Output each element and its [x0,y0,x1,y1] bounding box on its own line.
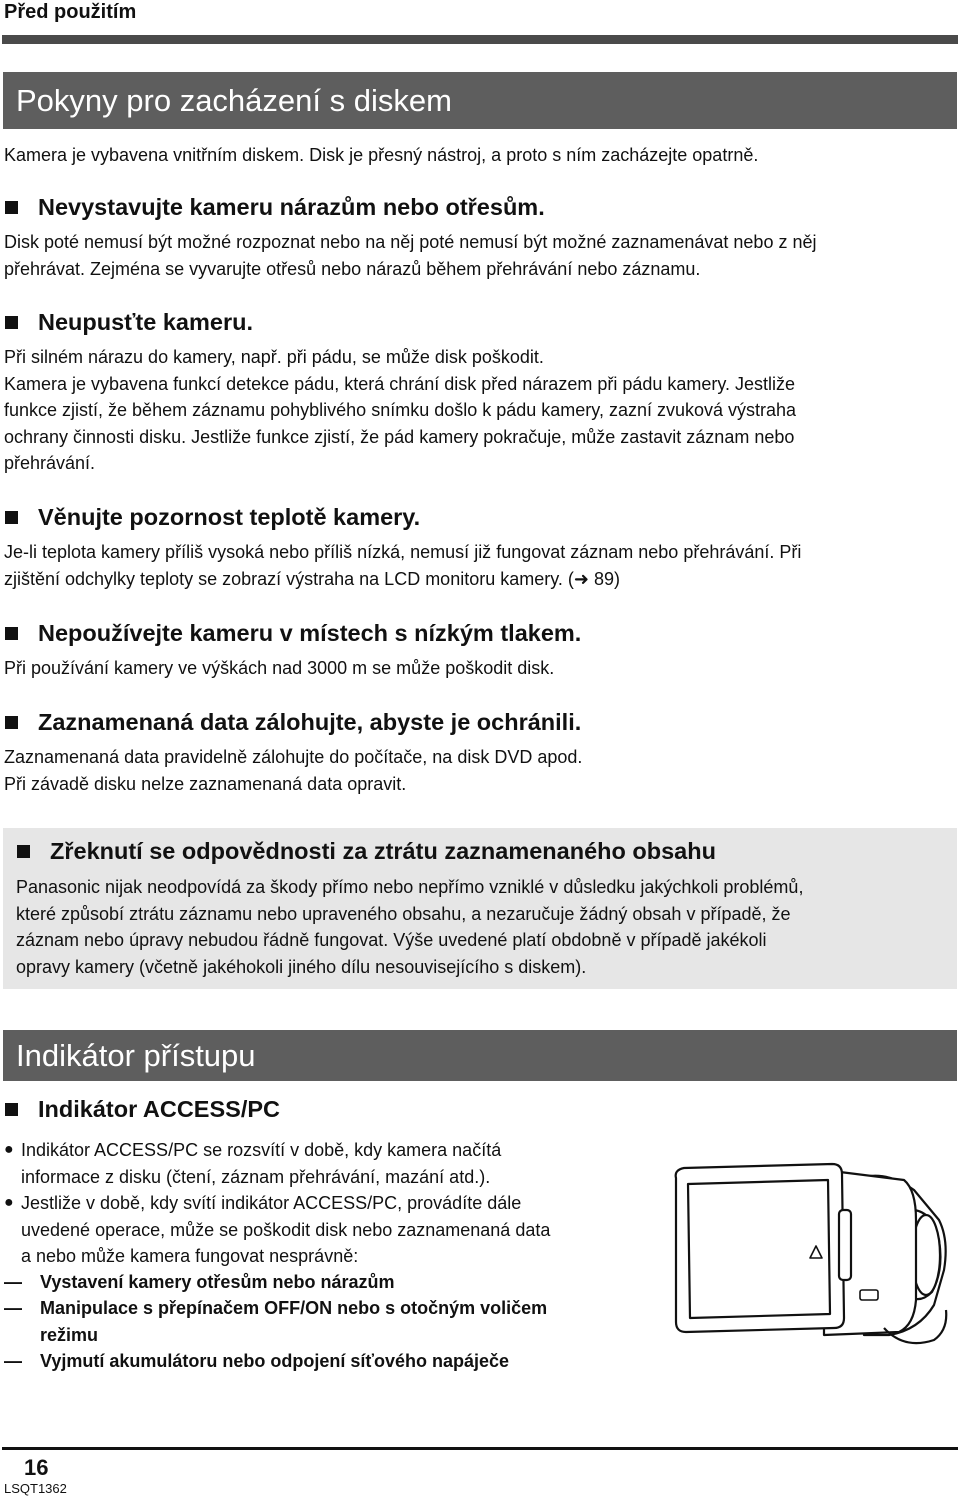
bullet-item [4,1137,654,1190]
square-bullet-icon [17,845,30,858]
dash-text: Vystavení kamery otřesům nebo nárazům [40,1272,395,1292]
line: Disk poté nemusí být možné rozpoznat nebo na něj poté nemusí být možné zaznamenávat nebo z něj [4,232,817,252]
heading-text: Indikátor ACCESS/PC [38,1096,280,1122]
line: Kamera je vybavena funkcí detekce pádu, která chrání disk před nárazem při pádu kamery. Jestliže [4,373,796,394]
paragraph [4,539,954,592]
section-title-banner [3,72,957,129]
square-bullet-icon [5,316,18,329]
line: přehrávat. Zejména se vyvarujte otřesů nebo nárazů během přehrávání nebo záznamu. [4,258,701,279]
line: Při používání kamery ve výškách nad 3000 m se může poškodit disk. [4,658,555,678]
heading-text: Zaznamenaná data zálohujte, abyste je ochránili. [38,709,582,735]
line: režimu [40,1324,99,1345]
bullet-text [21,1137,501,1190]
page-number: 16 [24,1455,49,1480]
line: Manipulace s přepínačem OFF/ON nebo s otočným voličem [40,1298,548,1318]
dash-item [4,1348,654,1375]
line: zjištění odchylky teploty se zobrazí výstraha na LCD monitoru kamery. (➜ 89) [4,568,620,589]
line: přehrávání. [4,453,96,473]
disclaimer-text [16,874,944,980]
line: informace z disku (čtení, záznam přehrávání, mazání atd.). [21,1166,491,1187]
square-bullet-icon [5,201,18,214]
line: Panasonic nijak neodpovídá za škody přímo nebo nepřímo vzniklé v důsledku jakýchkoli problémů, [16,877,804,897]
footer-divider [2,1447,958,1450]
dash-item [4,1295,654,1348]
square-bullet-icon [5,716,18,729]
item-heading [5,504,420,531]
camcorder-illustration [664,1150,956,1370]
section-title: Indikátor přístupu [16,1037,256,1073]
heading-text: Zřeknutí se odpovědnosti za ztrátu zaznamenaného obsahu [50,838,716,864]
paragraph [4,744,954,797]
line: uvedené operace, může se poškodit disk nebo zaznamenaná data [21,1219,551,1240]
intro-text: Kamera je vybavena vnitřním diskem. Disk je přesný nástroj, a proto s ním zacházejte opatrně. [4,145,759,165]
dash-icon: — [4,1351,22,1371]
heading-text: Nevystavujte kameru nárazům nebo otřesům. [38,194,545,220]
square-bullet-icon [5,511,18,524]
heading-text: Neupusťte kameru. [38,309,253,335]
bullet-item [4,1190,654,1270]
line: Při závadě disku nelze zaznamenaná data opravit. [4,773,407,794]
line: které způsobí ztrátu záznamu nebo upraveného obsahu, a nezaručuje žádný obsah v případě, že [16,903,791,924]
square-bullet-icon [5,1103,18,1116]
item-heading [5,194,545,221]
section-title-banner [3,1030,957,1081]
line: záznam nebo úpravy nebudou řádně fungovat. Výše uvedené platí obdobně v případě jakékoli [16,930,767,950]
line: Jestliže v době, kdy svítí indikátor ACCESS/PC, provádíte dále [21,1193,522,1213]
top-divider [2,35,958,44]
line: Zaznamenaná data pravidelně zálohujte do počítače, na disk DVD apod. [4,747,583,767]
dash-icon: — [4,1272,22,1292]
heading-text: Nepoužívejte kameru v místech s nízkým tlakem. [38,620,582,646]
item-heading [5,709,581,736]
line: a nebo může kamera fungovat nesprávně: [21,1246,359,1266]
line: opravy kamery (včetně jakéhokoli jiného dílu nesouvisejícího s diskem). [16,956,587,977]
document-code: LSQT1362 [4,1481,67,1496]
section-label: Před použitím [4,1,137,23]
section-title: Pokyny pro zacházení s diskem [16,82,452,118]
line: funkce zjistí, že během záznamu pohyblivého snímku došlo k pádu kamery, zazní zvuková výstraha [4,400,797,420]
paragraph [4,344,954,477]
dash-text [40,1295,547,1348]
bullet-dot-icon: ● [4,1141,14,1158]
dash-icon: — [4,1298,22,1318]
line: ochrany činnosti disku. Jestliže funkce zjistí, že pád kamery pokračuje, může zastavit záznam nebo [4,426,795,447]
heading-text: Věnujte pozornost teplotě kamery. [38,504,421,530]
bullet-dot-icon: ● [4,1194,14,1211]
item-heading [5,309,253,336]
paragraph [4,655,954,682]
item-heading [5,620,581,647]
disclaimer-heading [17,838,716,865]
paragraph [4,229,954,282]
dash-text: Vyjmutí akumulátoru nebo odpojení síťového napáječe [40,1351,510,1371]
line: Při silném nárazu do kamery, např. při pádu, se může disk poškodit. [4,347,544,367]
dash-item [4,1269,654,1296]
square-bullet-icon [5,627,18,640]
line: Indikátor ACCESS/PC se rozsvítí v době, kdy kamera načítá [21,1140,502,1160]
line: Je-li teplota kamery příliš vysoká nebo příliš nízká, nemusí již fungovat záznam nebo přehrávání. Při [4,542,802,562]
item-heading [5,1096,280,1123]
bullet-text [21,1190,550,1270]
